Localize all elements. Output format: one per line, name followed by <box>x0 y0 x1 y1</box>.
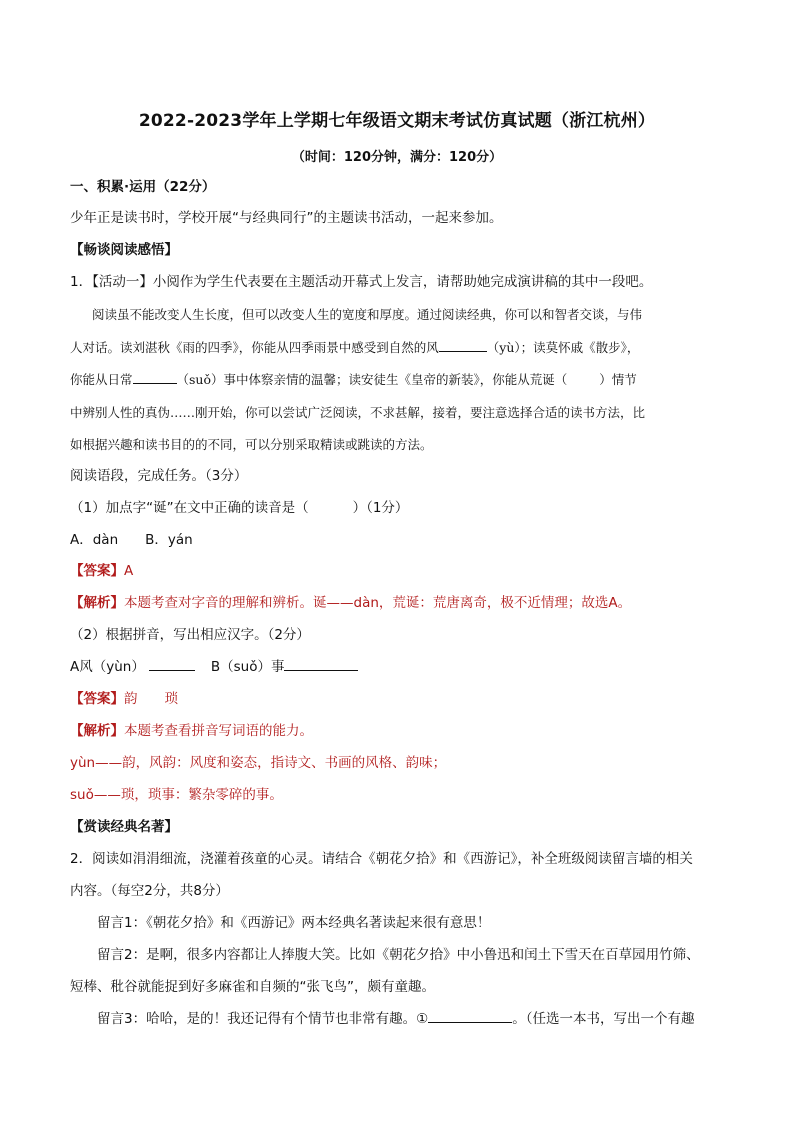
message-3-line-1 <box>97 1010 694 1028</box>
question-2-stem-1: 2．阅读如涓涓细流，浇灌着孩童的心灵。请结合《朝花夕拾》和《西游记》，补全班级阅读留言墙的相关 <box>70 851 693 867</box>
page-subtitle: （时间：120分钟，满分：120分） <box>291 150 503 165</box>
section-heading: 一、积累·运用（22分） <box>70 179 216 195</box>
passage-line-3-c: ）情节 <box>599 372 637 387</box>
blank-suo[interactable] <box>133 371 177 384</box>
section-intro: 少年正是读书时，学校开展“与经典同行”的主题读书活动，一起来参加。 <box>70 210 503 226</box>
answer-value: A <box>124 563 134 579</box>
sub2-line-a: A风（yùn） <box>70 659 145 675</box>
part2-heading: 【赏读经典名著】 <box>70 819 178 835</box>
blank-1[interactable] <box>428 1010 512 1023</box>
question-1-stem: 1．【活动一】小阅作为学生代表要在主题活动开幕式上发言，请帮助她完成演讲稿的其中一段吧。 <box>70 274 653 290</box>
message-2-line-2: 短棒、秕谷就能捉到好多麻雀和自频的“张飞鸟”，颇有童趣。 <box>70 979 435 995</box>
message-1: 留言1：《朝花夕拾》和《西游记》两本经典名著读起来很有意思！ <box>97 915 491 931</box>
blank-yu[interactable] <box>439 339 487 352</box>
question-2-stem-2: 内容。（每空2分，共8分） <box>70 883 229 899</box>
page-title: 2022-2023学年上学期七年级语文期末考试仿真试题（浙江杭州） <box>138 111 656 131</box>
sub1-answer <box>70 562 133 580</box>
analysis-text: 本题考查看拼音写词语的能力。 <box>124 723 313 739</box>
sub2-lines <box>70 658 358 676</box>
passage-line-5: 如根据兴趣和读书目的的不同，可以分别采取精读或跳读的方法。 <box>70 437 433 452</box>
sub1-analysis <box>70 594 631 612</box>
answer-value: 韵 琐 <box>124 691 178 707</box>
task-instruction: 阅读语段，完成任务。（3分） <box>70 468 248 484</box>
passage-line-1: 阅读虽不能改变人生长度，但可以改变人生的宽度和厚度。通过阅读经典，你可以和智者交谈，与伟 <box>92 307 643 322</box>
sub1-stem-b: ）（1分） <box>352 500 409 516</box>
blank-a[interactable] <box>149 658 195 671</box>
part1-heading: 【畅谈阅读感悟】 <box>70 242 178 258</box>
passage-line-3-b: （suǒ）事中体察亲情的温馨；读安徒生《皇帝的新装》，你能从荒诞（ <box>176 372 568 387</box>
analysis-text: 本题考查对字音的理解和辨析。诞——dàn，荒诞：荒唐离奇，极不近情理；故选A。 <box>124 595 632 611</box>
passage-line-3 <box>70 371 637 389</box>
sub2-note-2: suǒ——琐，琐事：繁杂零碎的事。 <box>70 787 283 803</box>
answer-label: 【答案】 <box>70 691 124 707</box>
sub2-stem: （2）根据拼音，写出相应汉字。（2分） <box>70 627 310 643</box>
sub2-note-1: yùn——韵，风韵：风度和姿态，指诗文、书画的风格、韵味； <box>70 755 447 771</box>
analysis-label: 【解析】 <box>70 723 124 739</box>
sub2-line-b: B（suǒ）事 <box>210 659 285 675</box>
message-3-b: 。（任选一本书，写出一个有趣 <box>512 1011 695 1027</box>
message-2-line-1: 留言2：是啊，很多内容都让人捧腹大笑。比如《朝花夕拾》中小鲁迅和闰土下雪天在百草园用竹筛、 <box>97 947 700 963</box>
passage-line-4: 中辨别人性的真伪……刚开始，你可以尝试广泛阅读，不求甚解，接着，要注意选择合适的读书方法，比 <box>70 405 646 420</box>
sub1-stem-a: （1）加点字“诞”在文中正确的读音是（ <box>70 500 309 516</box>
passage-line-2 <box>70 339 639 357</box>
passage-line-3-a: 你能从日常 <box>70 372 133 387</box>
analysis-label: 【解析】 <box>70 595 124 611</box>
sub1-options: A．dàn B．yán <box>70 532 193 548</box>
blank-b[interactable] <box>284 658 358 671</box>
passage-line-2-a: 人对话。读刘湛秋《雨的四季》，你能从四季雨景中感受到自然的风 <box>70 340 439 355</box>
sub2-analysis <box>70 722 313 740</box>
sub1-stem <box>70 499 408 517</box>
passage-line-2-b: （yù）；读莫怀戚《散步》， <box>486 340 640 355</box>
sub2-answer <box>70 690 178 708</box>
answer-label: 【答案】 <box>70 563 124 579</box>
message-3-a: 留言3：哈哈，是的！我还记得有个情节也非常有趣。① <box>97 1011 429 1027</box>
